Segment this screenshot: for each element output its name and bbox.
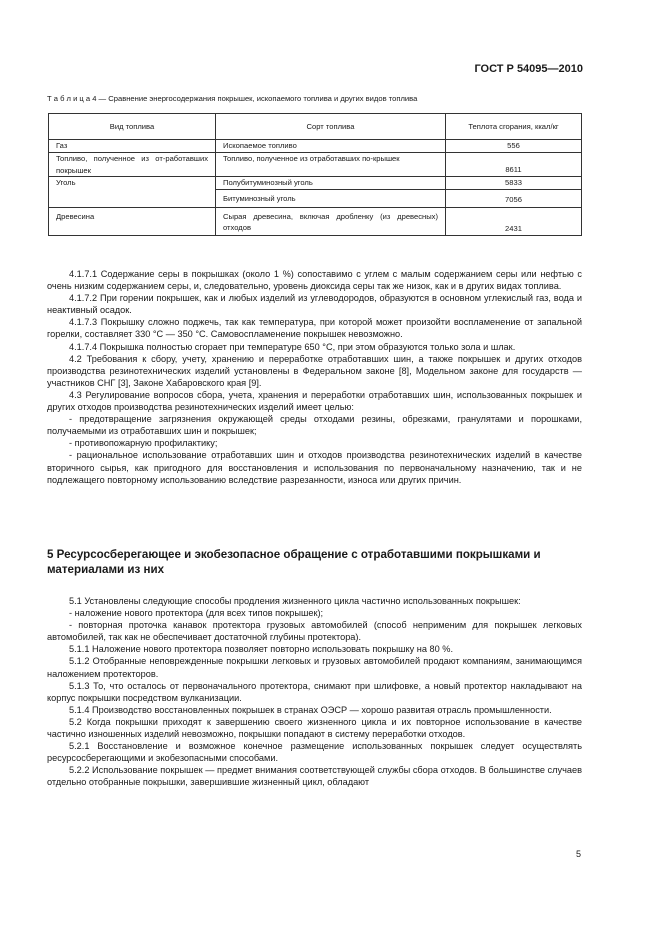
header-heat-value: Теплота сгорания, ккал/кг: [446, 114, 582, 140]
document-header: ГОСТ Р 54095—2010: [474, 63, 583, 75]
cell-grade: Ископаемое топливо: [216, 140, 446, 153]
table-header-row: [49, 114, 582, 140]
paragraph-4-1-7-2: 4.1.7.2 При горении покрышек, как и любых изделий из углеводородов, образуются в основном углекислый газ, вода и неактивный осадок.: [47, 293, 582, 316]
cell-grade: Битуминозный уголь: [216, 190, 446, 208]
table-caption: Т а б л и ц а 4 — Сравнение энергосодержания покрышек, ископаемого топлива и других видов топлива: [47, 94, 418, 103]
cell-kind: Уголь: [49, 176, 216, 189]
paragraph-5-1-1: 5.1.1 Наложение нового протектора позволяет повторно использовать покрышку на 80 %.: [69, 644, 454, 655]
paragraph-4-1-7-1: 4.1.7.1 Содержание серы в покрышках (около 1 %) сопоставимо с углем с малым содержанием серы или нефтью с очень низким содержанием серы, и, следовательно, уровень диоксида серы так же низок, как и в других видах топлива.: [47, 269, 582, 292]
cell-kind: Газ: [49, 140, 216, 153]
cell-kind: Топливо, полученное из от-работавших покрышек: [49, 153, 216, 177]
paragraph-5-1-2: 5.1.2 Отобранные неповрежденные покрышки легковых и грузовых автомобилей продают компаниям, занимающимся наложением протекторов.: [47, 656, 582, 679]
paragraph-4-2: 4.2 Требования к сбору, учету, хранению и переработке отработавших шин, а также покрышек и других отходов производства резинотехнических изделий установлены в Федеральном законе [8], Модельном законе для государств — участников СНГ [3], Законе Хабаровского края [9].: [47, 353, 582, 388]
cell-heat: 7056: [446, 190, 582, 208]
cell-heat: 5833: [446, 176, 582, 189]
paragraph-5-1-3: 5.1.3 То, что осталось от первоначального протектора, снимают при шлифовке, а новый протектор накладывают на корпус покрышки посредством вулканизации.: [47, 680, 582, 703]
paragraph-5-2-2: 5.2.2 Использование покрышек — предмет внимания соответствующей службы сбора отходов. В большинстве случаев отдельно отобранные покрышки, завершившие жизненный цикл, обладают: [47, 765, 582, 788]
cell-heat: 8611: [446, 153, 582, 177]
body-text-section-5: [47, 595, 582, 789]
cell-grade: Сырая древесина, включая дробленку (из древесных) отходов: [216, 207, 446, 236]
paragraph-5-2-1: 5.2.1 Восстановление и возможное конечное размещение использованных покрышек следует осуществлять ресурсосберегающими и экобезопасными способами.: [47, 741, 582, 764]
cell-grade: Полубитуминозный уголь: [216, 176, 446, 189]
paragraph-5-1: 5.1 Установлены следующие способы продления жизненного цикла частично использованных покрышек:: [69, 596, 521, 606]
cell-grade: Топливо, полученное из отработавших по-крышек: [216, 153, 446, 177]
table-row: [49, 190, 582, 208]
paragraph-4-3: 4.3 Регулирование вопросов сбора, учета, хранения и переработки отработавших шин, использованных покрышек и других отходов производства резинотехнических изделий имеет целью:: [47, 389, 582, 413]
paragraph-4-1-7-3: 4.1.7.3 Покрышку сложно поджечь, так как температура, при которой может произойти воспламенение от запальной горелки, составляет 330 °С — 350 °С. Самовоспламенение покрышек невозможно.: [47, 317, 582, 340]
cell-kind: [49, 190, 216, 208]
body-text-section-4: [47, 268, 582, 486]
table-row: [49, 176, 582, 189]
list-item: - повторная проточка канавок протектора грузовых автомобилей (способ неприменим для покрышек легковых автомобилей, так как не обеспечивает достаточной глубины протектора).: [47, 620, 582, 643]
page-number: 5: [575, 849, 581, 859]
list-item: - рациональное использование отработавших шин и отходов производства резинотехнических изделий в качестве вторичного сырья, как пригодного для восстановления и использования по первоначальному назначению, так и не подлежащего повторному использованию вследствие разрезанности, износа или других причин.: [47, 450, 582, 485]
paragraph-4-1-7-4: 4.1.7.4 Покрышка полностью сгорает при температуре 650 °С, при этом образуются только зола и шлак.: [69, 341, 516, 352]
table-row: [49, 207, 582, 236]
header-fuel-grade: Сорт топлива: [216, 114, 446, 140]
section-5-title: 5 Ресурсосберегающее и экобезопасное обращение с отработавшими покрышками и материалами из них: [47, 548, 541, 576]
paragraph-5-2: 5.2 Когда покрышки приходят к завершению своего жизненного цикла и их повторное использование в качестве частично изношенных изделий невозможно, покрышки попадают в систему переработки отходов.: [47, 716, 582, 740]
cell-heat: 2431: [446, 207, 582, 236]
cell-kind: Древесина: [49, 207, 216, 236]
list-item: - предотвращение загрязнения окружающей среды отходами резины, обрезками, гранулятами и порошками, получаемыми из отработавших шин и покрышек;: [47, 414, 582, 437]
cell-heat: 556: [446, 140, 582, 153]
header-fuel-kind: Вид топлива: [49, 114, 216, 140]
table-row: [49, 153, 582, 177]
list-item: - противопожарную профилактику;: [69, 438, 218, 449]
paragraph-5-1-4: 5.1.4 Производство восстановленных покрышек в странах ОЭСР — хорошо развитая отрасль промышленности.: [69, 704, 552, 715]
table-row: [49, 140, 582, 153]
fuel-comparison-table: [48, 113, 582, 236]
list-item: - наложение нового протектора (для всех типов покрышек);: [69, 608, 324, 619]
